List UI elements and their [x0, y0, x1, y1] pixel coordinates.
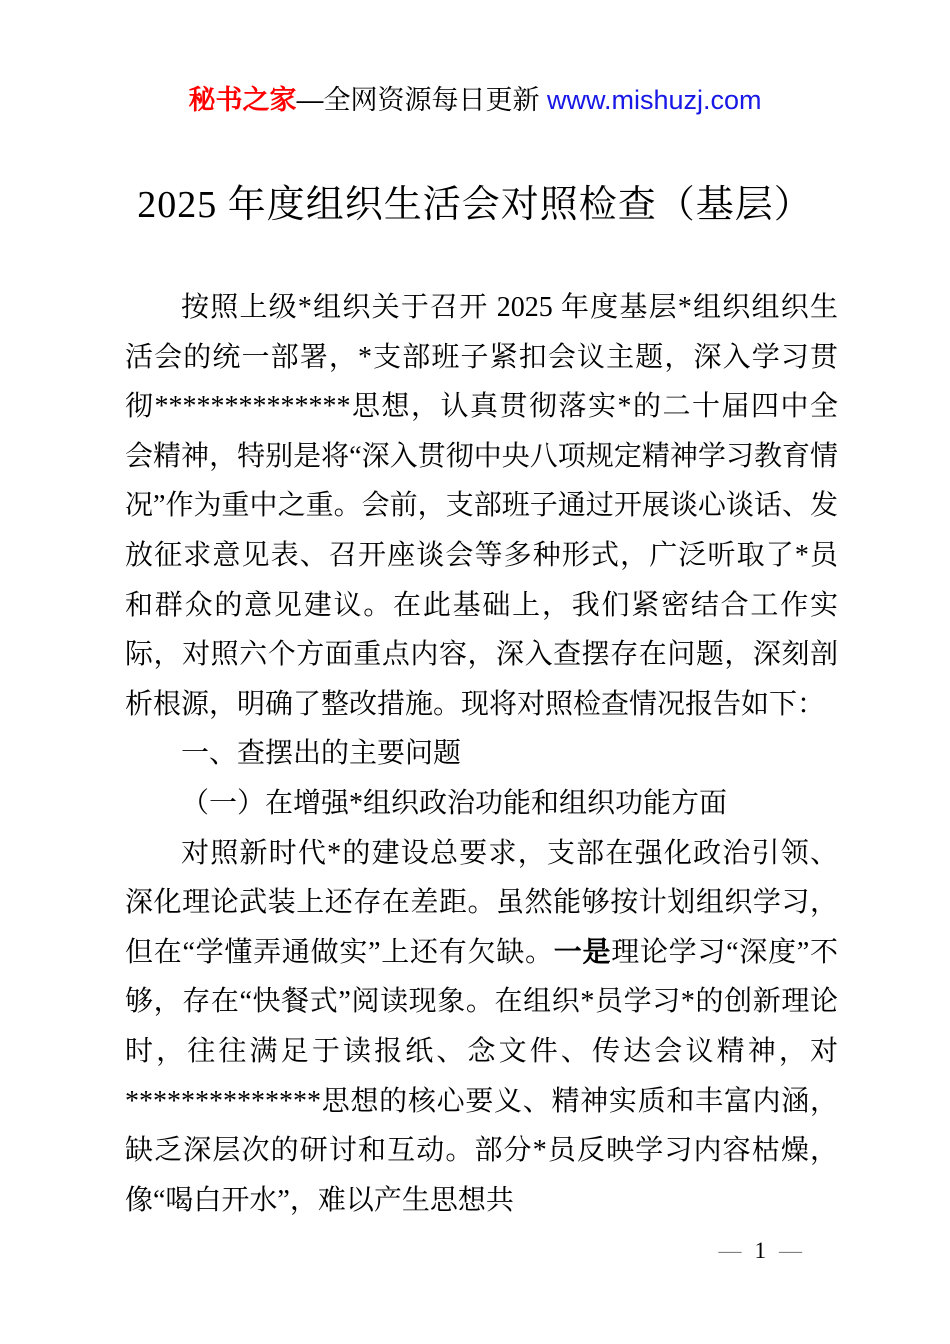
site-brand: 秘书之家 — [188, 85, 297, 115]
document-title: 2025 年度组织生活会对照检查（基层） — [137, 184, 813, 226]
site-tagline: —全网资源每日更新 — [296, 85, 547, 115]
site-header — [0, 84, 950, 116]
intro-paragraph — [125, 283, 838, 729]
page-number-value: 1 — [754, 1238, 766, 1263]
text-run: （一）在增强*组织政治功能和组织功能方面 — [181, 787, 728, 819]
document-body — [125, 283, 838, 1225]
text-run: 一、查摆出的主要问题 — [181, 738, 462, 770]
page-number-dash-right: — — [779, 1238, 802, 1263]
subsection-heading-1-1 — [125, 779, 838, 829]
text-run: 理论学习“深度”不够，存在“快餐式”阅读现象。在组织*员学习*的创新理论时，往往满足于读报纸、念文件、传达会议精神，对**************思想的核心要义、精神实质和丰富内涵，缺乏深层次的研讨和互动。部分*员反映学习内容枯燥，像“喝白开水”，难以产生思想共 — [125, 936, 838, 1216]
subsection-1-1-paragraph — [125, 829, 838, 1226]
section-heading-1 — [125, 729, 838, 779]
site-url-link[interactable]: www.mishuzj.com — [546, 85, 762, 115]
page-number-dash-left: — — [718, 1238, 742, 1263]
text-run: 按照上级*组织关于召开 2025 年度基层*组织组织生活会的统一部署，*支部班子紧扣会议主题，深入学习贯彻**************思想，认真贯彻落实*的二十届四中全会精神，特别是将“深入贯彻中央八项规定精神学习教育情况”作为重中之重。会前，支部班子通过开展谈心谈话、发放征求意见表、召开座谈会等多种形式，广泛听取了*员和群众的意见建议。在此基础上，我们紧密结合工作实际，对照六个方面重点内容，深入查摆存在问题，深刻剖析根源，明确了整改措施。现将对照检查情况报告如下： — [125, 292, 838, 720]
emphasis-run: 一是 — [553, 936, 612, 968]
page-number — [719, 1237, 803, 1265]
text-run: 对照新时代*的建设总要求，支部在强化政治引领、深化理论武装上还存在差距。虽然能够按计划组织学习，但在“学懂弄通做实”上还有欠缺。 — [125, 837, 838, 968]
